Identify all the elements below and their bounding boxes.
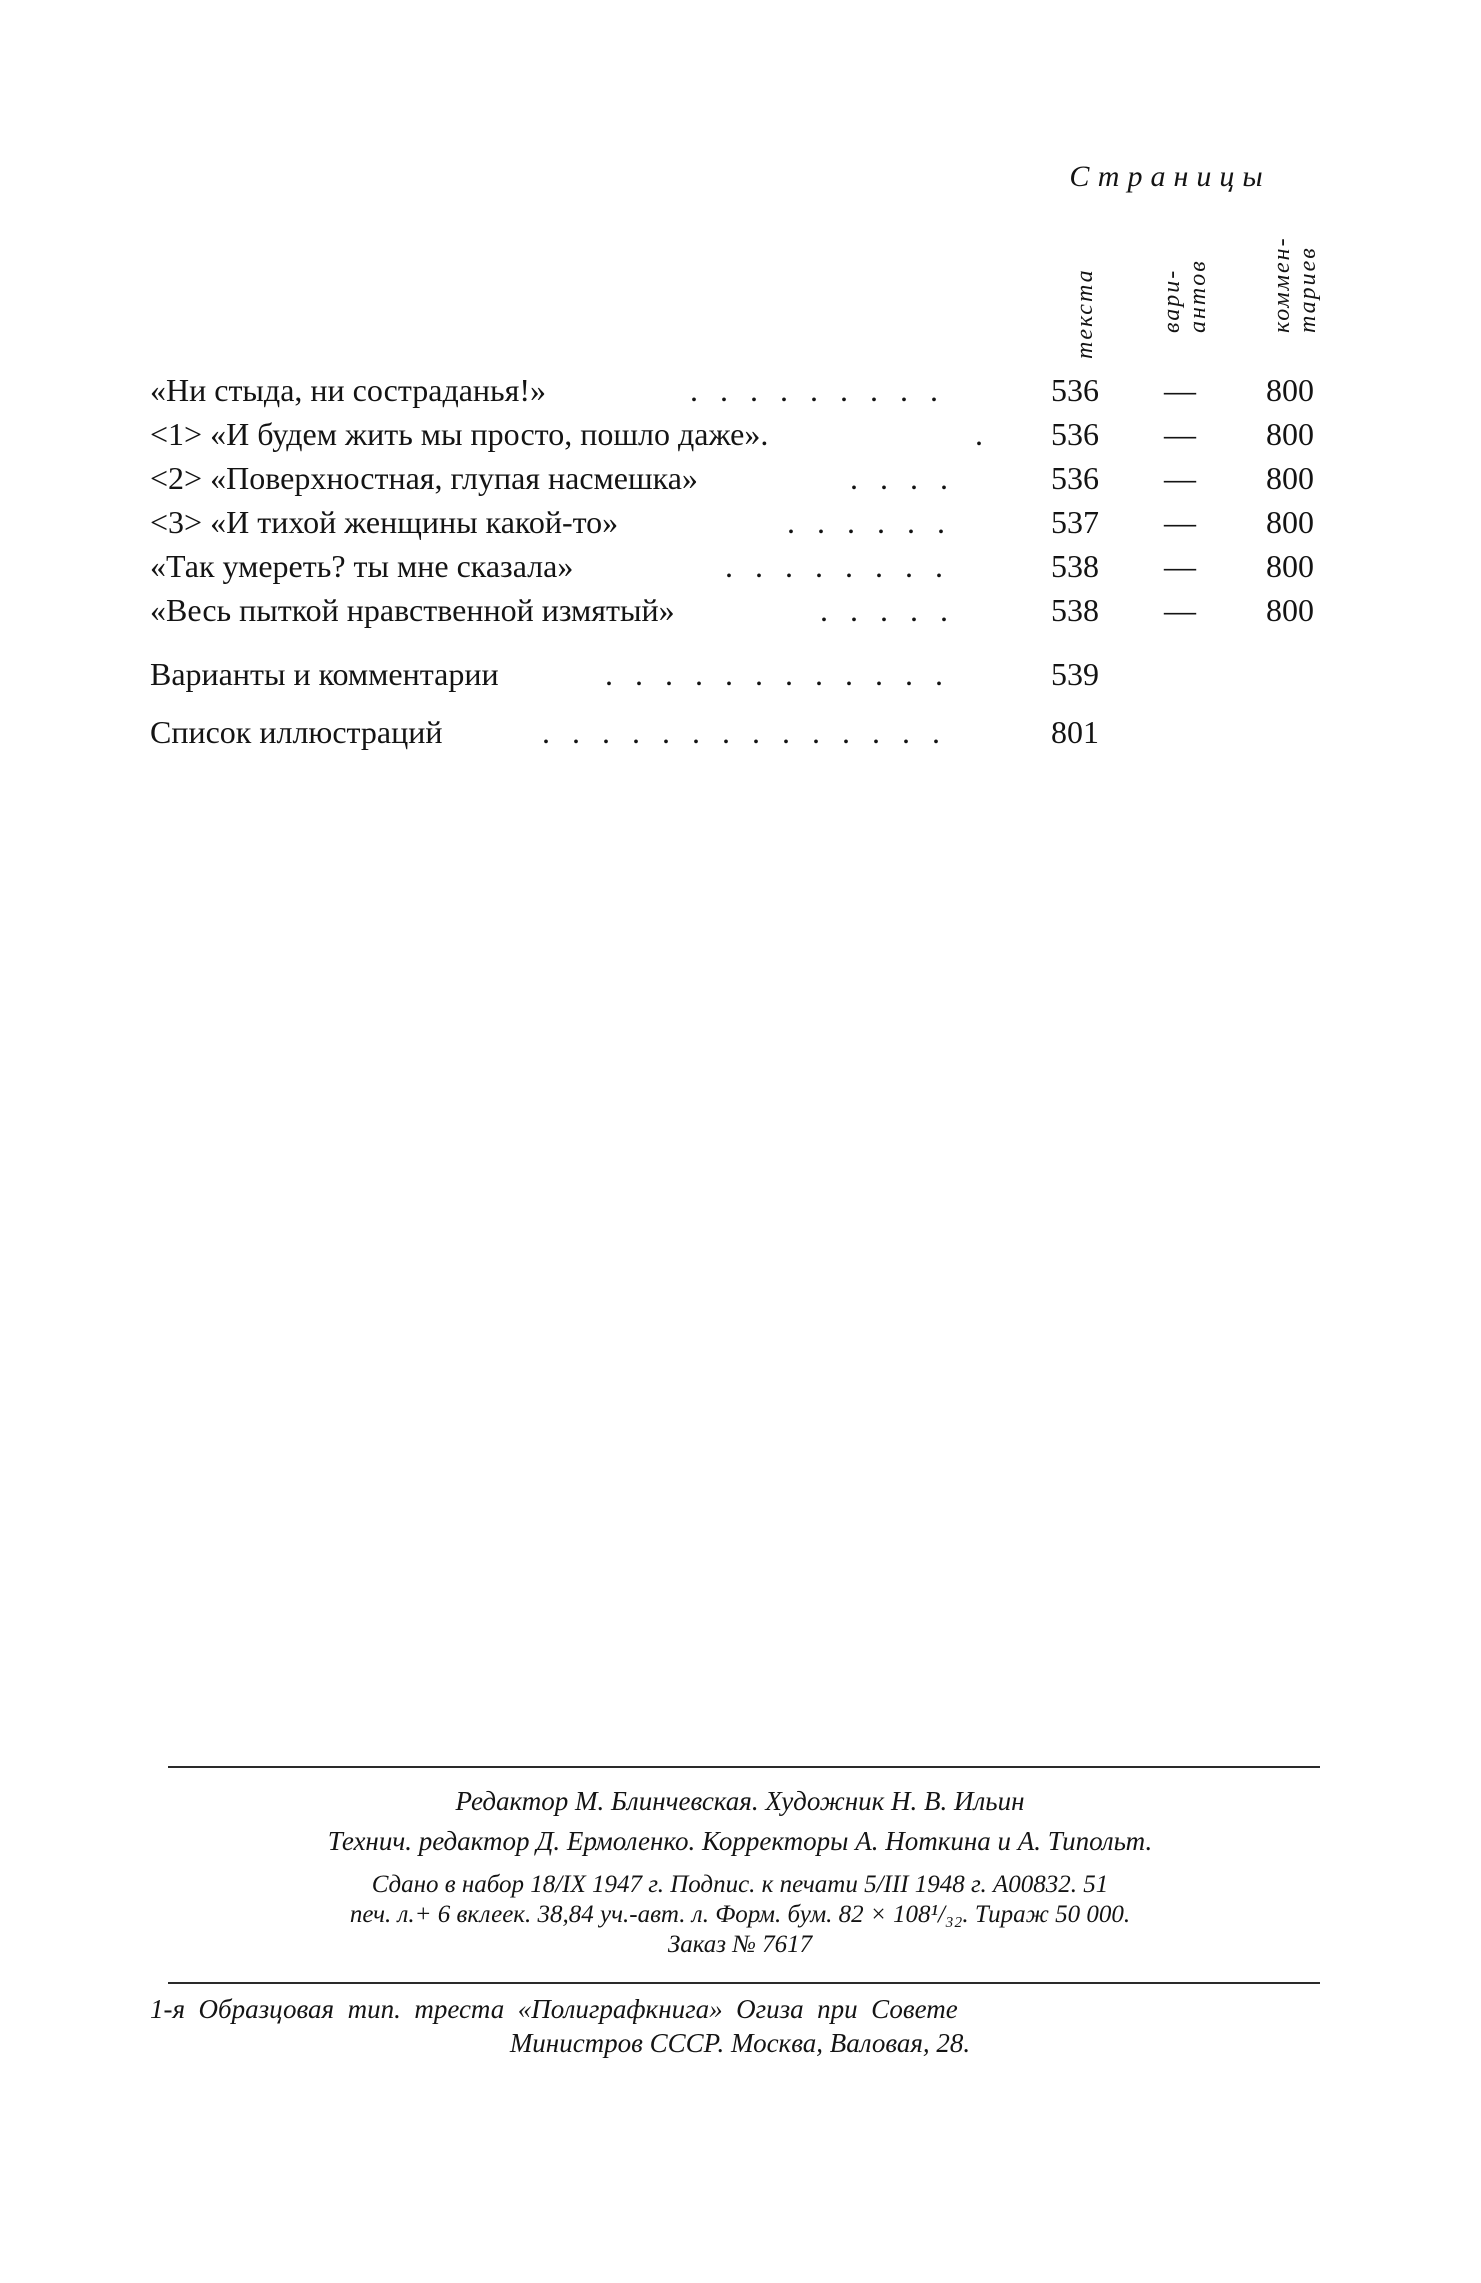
text-page: 537 bbox=[1051, 504, 1099, 540]
dot-leader: . . . . . . . . bbox=[725, 548, 950, 584]
toc-title: «Ни стыда, ни состраданья!» bbox=[150, 372, 547, 408]
page-number: 539 bbox=[1051, 656, 1099, 692]
variants-page: — bbox=[1164, 460, 1196, 496]
toc-title: <1> «И будем жить мы просто, пошло даже». bbox=[150, 416, 769, 452]
column-header-comments bbox=[1250, 215, 1340, 385]
toc-row bbox=[150, 456, 1330, 500]
imprint-print-details-line: Сдано в набор 18/IX 1947 г. Подпис. к печати 5/III 1948 г. А00832. 51 bbox=[371, 1871, 1109, 1898]
toc-row bbox=[150, 500, 1330, 544]
imprint-tech-editor-line: Технич. редактор Д. Ермоленко. Корректоры А. Ноткина и А. Типольт. bbox=[327, 1826, 1153, 1856]
dot-leader: . . . . bbox=[850, 460, 955, 496]
dot-leader: . . . . . . . . . bbox=[690, 372, 945, 408]
toc-title: «Весь пыткой нравственной измятый» bbox=[150, 592, 675, 628]
toc-row bbox=[150, 368, 1330, 412]
imprint-top-rule bbox=[168, 1766, 1320, 1768]
toc-title: <2> «Поверхностная, глупая насмешка» bbox=[150, 460, 698, 496]
dot-leader: . . . . . . . . . . . . . . bbox=[542, 714, 947, 750]
text-page: 538 bbox=[1051, 592, 1099, 628]
column-header-variants-label: вари- антов bbox=[1159, 259, 1211, 333]
printer-line: 1-я Образцовая тип. треста «Полиграфкнига» Огиза при Совете bbox=[150, 1994, 958, 2024]
variants-page: — bbox=[1164, 592, 1196, 628]
comments-page: 800 bbox=[1266, 460, 1314, 496]
imprint-print-details-line: печ. л.+ 6 вклеек. 38,84 уч.-авт. л. Форм. бум. 82 × 108¹/₃₂. Тираж 50 000. bbox=[349, 1901, 1131, 1928]
imprint-bottom-rule bbox=[168, 1982, 1320, 1984]
dot-leader: . . . . . . bbox=[787, 504, 952, 540]
imprint-editor-line: Редактор М. Блинчевская. Художник Н. В. Ильин bbox=[455, 1786, 1025, 1816]
text-page: 536 bbox=[1051, 372, 1099, 408]
comments-page: 800 bbox=[1266, 592, 1314, 628]
dot-leader: . . . . . . . . . . . . bbox=[605, 656, 950, 692]
page-number: 801 bbox=[1051, 714, 1099, 750]
toc-title: Варианты и комментарии bbox=[150, 656, 499, 692]
column-header-comments-label: коммен- тариев bbox=[1269, 236, 1321, 333]
toc-title: Список иллюстраций bbox=[150, 714, 443, 750]
imprint-order-line: Заказ № 7617 bbox=[667, 1931, 813, 1958]
toc-row bbox=[150, 588, 1330, 632]
toc-title: <3> «И тихой женщины какой-то» bbox=[150, 504, 619, 540]
variants-page: — bbox=[1164, 416, 1196, 452]
variants-page: — bbox=[1164, 504, 1196, 540]
toc-row-illustrations bbox=[150, 710, 1330, 754]
dot-leader: . . . . . bbox=[820, 592, 955, 628]
column-header-text bbox=[1040, 215, 1130, 385]
toc-title: «Так умереть? ты мне сказала» bbox=[150, 548, 574, 584]
column-header-variants bbox=[1140, 215, 1230, 385]
column-header-text-label: текста bbox=[1072, 268, 1098, 359]
comments-page: 800 bbox=[1266, 372, 1314, 408]
variants-page: — bbox=[1164, 548, 1196, 584]
comments-page: 800 bbox=[1266, 504, 1314, 540]
pages-heading: Страницы bbox=[1069, 160, 1271, 193]
text-page: 538 bbox=[1051, 548, 1099, 584]
variants-page: — bbox=[1164, 372, 1196, 408]
text-page: 536 bbox=[1051, 416, 1099, 452]
comments-page: 800 bbox=[1266, 416, 1314, 452]
toc-row-variants-comments bbox=[150, 652, 1330, 696]
toc-row bbox=[150, 544, 1330, 588]
toc-row bbox=[150, 412, 1330, 456]
printer-address-line: Министров СССР. Москва, Валовая, 28. bbox=[509, 2028, 971, 2058]
text-page: 536 bbox=[1051, 460, 1099, 496]
dot-leader: . bbox=[975, 416, 990, 452]
comments-page: 800 bbox=[1266, 548, 1314, 584]
